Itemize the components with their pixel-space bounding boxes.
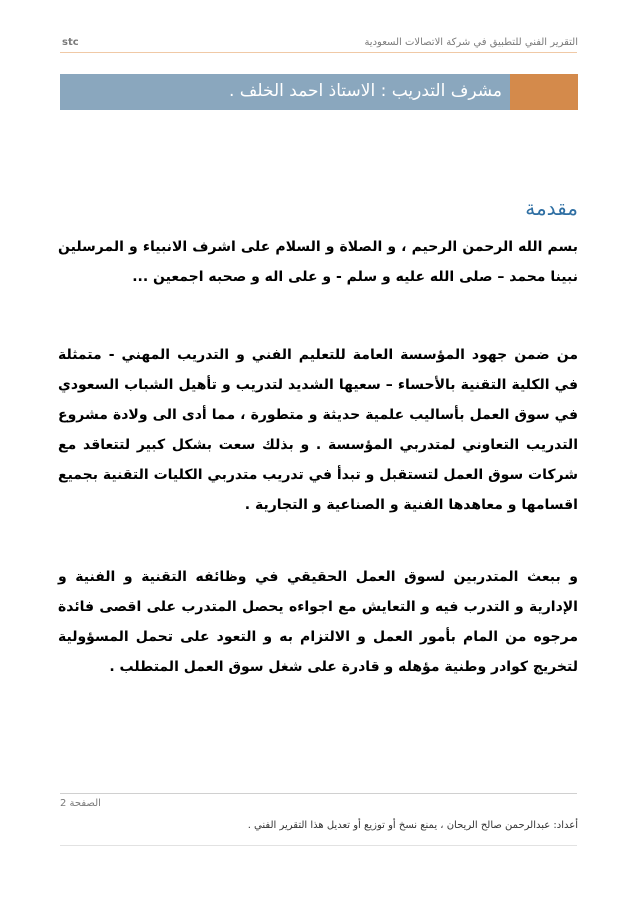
section-heading: مقدمة bbox=[525, 196, 578, 220]
paragraph-opening: بسم الله الرحمن الرحيم ، و الصلاة و السلام على اشرف الانبياء و المرسلين نبينا محمد – صلى الله عليه و سلم - و على اله و صحبه اجمعين ... bbox=[58, 239, 578, 285]
bottom-rule bbox=[60, 845, 577, 846]
paragraph-purpose: و ببعث المتدربين لسوق العمل الحقيقي في وظائفه التقنية و الفنية و الإدارية و التدرب فيه و التعايش مع اجواءه يحصل المتدرب على اقصى فائدة مرجوه من المام بأمور العمل و الالتزام به و التعود على تحمل المسؤولية لتخريج كوادر وطنية مؤهله و قادرة على شغل سوق العمل المتطلب . bbox=[58, 569, 578, 675]
title-accent-block bbox=[510, 74, 578, 110]
brand-logo: stc bbox=[62, 37, 79, 48]
paragraph-institution: من ضمن جهود المؤسسة العامة للتعليم الفني و التدريب المهني - متمثلة في الكلية التقنية بالأحساء – سعيها الشديد لتدريب و تأهيل الشباب السعودي في سوق العمل بأساليب علمية حديثة و متطورة ، مما أدى الى ولادة مشروع التدريب التعاوني لمتدربي المؤسسة . و بذلك سعت بشكل كبير لتتعاقد مع شركات سوق العمل لتستقبل و تبدأ في تدريب متدربي الكليات التقنية بجميع اقسامها و معاهدها الفنية و الصناعية و التجارية . bbox=[58, 347, 578, 513]
author-credit: أعداد: عبدالرحمن صالح الريحان ، يمنع نسخ أو توزيع أو تعديل هذا التقرير الفني . bbox=[247, 820, 578, 831]
supervisor-title: مشرف التدريب : الاستاذ احمد الخلف . bbox=[228, 81, 502, 101]
running-title: التقرير الفني للتطبيق في شركة الاتصالات السعودية bbox=[364, 37, 578, 48]
footer-rule bbox=[60, 793, 577, 794]
page-number: الصفحة 2 bbox=[60, 798, 101, 809]
